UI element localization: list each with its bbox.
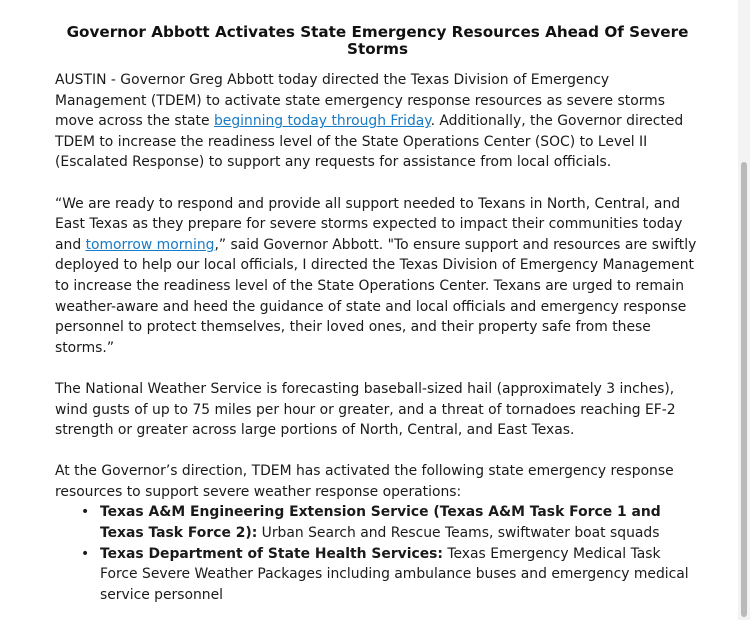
bullet-icon: • [81,504,90,521]
list-item-text: Texas Emergency Medical Task Force Severe Weather Packages including ambulance buses and emergency medical service personnel [100,545,689,603]
resources-list [55,502,700,605]
intro-text-before: AUSTIN - Governor Greg Abbott today directed the Texas Division of Emergency Management (TDEM) to activate state emergency response resources as severe storms move across the state [55,72,665,130]
list-item-heading: Texas Department of State Health Services: [100,545,443,562]
quote-paragraph [55,194,700,359]
quote-text-after: ,” said Governor Abbott. "To ensure support and resources are swiftly deployed to help our local officials, I directed the Texas Division of Emergency Management to increase the readiness level of the State Operations Center. Texans are urged to remain weather-aware and heed the guidance of state and local officials and emergency response personnel to protect themselves, their loved ones, and their property safe from these storms.” [55,236,697,356]
forecast-paragraph: The National Weather Service is forecasting baseball-sized hail (approximately 3 inches), wind gusts of up to 75 miles per hour or greater, and a threat of tornadoes reaching EF-2 strength or greater across large portions of North, Central, and East Texas. [55,380,676,439]
scrollbar-thumb[interactable] [741,162,747,617]
bullet-icon: • [81,545,90,562]
list-item [81,502,700,543]
quote-text-before: “We are ready to respond and provide all support needed to Texans in North, Central, and East Texas as they prepare for severe storms expected to impact their communities today and [55,195,683,253]
date-link-today-through-friday[interactable]: beginning today through Friday [213,113,431,130]
intro-text-after: . Additionally, the Governor directed TDEM to increase the readiness level of the State Operations Center (SOC) to Level II (Escalated Response) to support any requests for assistance from local officials. [55,113,684,171]
vertical-scrollbar[interactable] [738,0,750,620]
article [55,24,700,605]
date-link-tomorrow-morning[interactable]: tomorrow morning [85,236,215,253]
article-title: Governor Abbott Activates State Emergency Resources Ahead Of Severe Storms [66,23,689,58]
resources-intro-paragraph: At the Governor’s direction, TDEM has activated the following state emergency response resources to support severe weather response operations: [55,463,674,500]
list-item [81,544,700,606]
intro-paragraph [55,70,700,173]
list-item-heading: Texas A&M Engineering Extension Service (Texas A&M Task Force 1 and Texas Task Force 2): [100,504,661,542]
list-item-text: Urban Search and Rescue Teams, swiftwater boat squads [257,525,660,542]
